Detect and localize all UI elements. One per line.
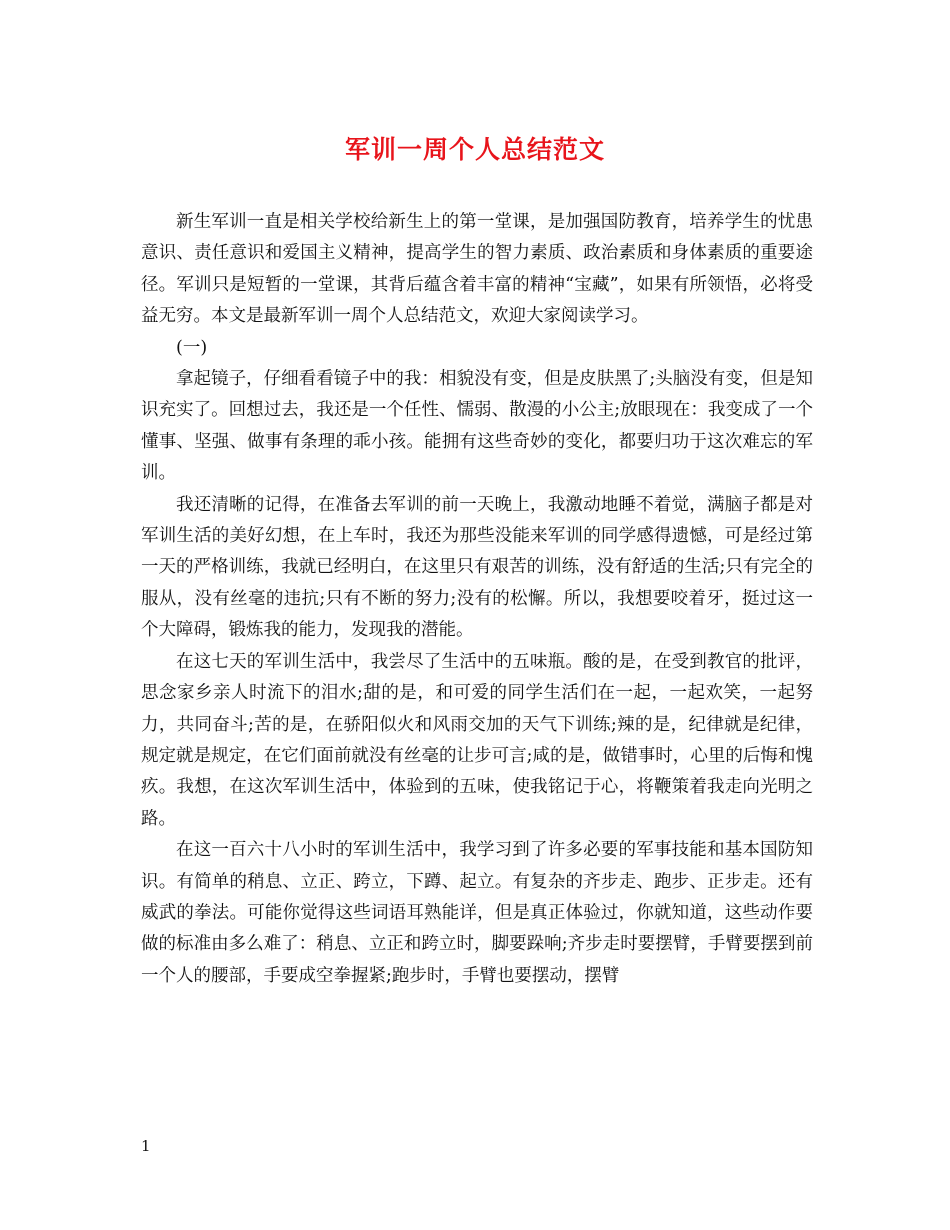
paragraph: 我还清晰的记得，在准备去军训的前一天晚上，我激动地睡不着觉，满脑子都是对军训生活的美好幻想，在上车时，我还为那些没能来军训的同学感得遗憾，可是经过第一天的严格训练，我就已经明白，在这里只有艰苦的训练，没有舒适的生活;只有完全的服从，没有丝毫的违抗;只有不断的努力;没有的松懈。所以，我想要咬着牙，挺过这一个大障碍，锻炼我的能力，发现我的潜能。 <box>141 494 813 641</box>
paragraph: 在这一百六十八小时的军训生活中，我学习到了许多必要的军事技能和基本国防知识。有简单的稍息、立正、跨立，下蹲、起立。有复杂的齐步走、跑步、正步走。还有威武的拳法。可能你觉得这些词语耳熟能详，但是真正体验过，你就知道，这些动作要做的标准由多么难了：稍息、立正和跨立时，脚要跺响;齐步走时要摆臂，手臂要摆到前一个人的腰部，手要成空拳握紧;跑步时，手臂也要摆动，摆臂 <box>141 840 813 986</box>
document-title: 军训一周个人总结范文 <box>344 135 605 164</box>
paragraph: 在这七天的军训生活中，我尝尽了生活中的五味瓶。酸的是，在受到教官的批评，思念家乡亲人时流下的泪水;甜的是，和可爱的同学生活们在一起，一起欢笑，一起努力，共同奋斗;苦的是，在骄阳似火和风雨交加的天气下训练;辣的是，纪律就是纪律，规定就是规定，在它们面前就没有丝毫的让步可言;咸的是，做错事时，心里的后悔和愧疚。我想，在这次军训生活中，体验到的五味，使我铭记于心，将鞭策着我走向光明之路。 <box>141 651 813 829</box>
document-body <box>141 207 813 992</box>
page-number: 1 <box>141 1137 151 1155</box>
paragraph-intro: 新生军训一直是相关学校给新生上的第一堂课，是加强国防教育，培养学生的忧患意识、责任意识和爱国主义精神，提高学生的智力素质、政治素质和身体素质的重要途径。军训只是短暂的一堂课，其背后蕴含着丰富的精神“宝藏”，如果有所领悟，必将受益无穷。本文是最新军训一周个人总结范文，欢迎大家阅读学习。 <box>141 212 813 327</box>
section-heading: (一) <box>176 337 208 358</box>
paragraph: 拿起镜子，仔细看看镜子中的我：相貌没有变，但是皮肤黑了;头脑没有变，但是知识充实了。回想过去，我还是一个任性、懦弱、散漫的小公主;放眼现在：我变成了一个懂事、坚强、做事有条理的乖小孩。能拥有这些奇妙的变化，都要归功于这次难忘的军训。 <box>141 369 813 484</box>
